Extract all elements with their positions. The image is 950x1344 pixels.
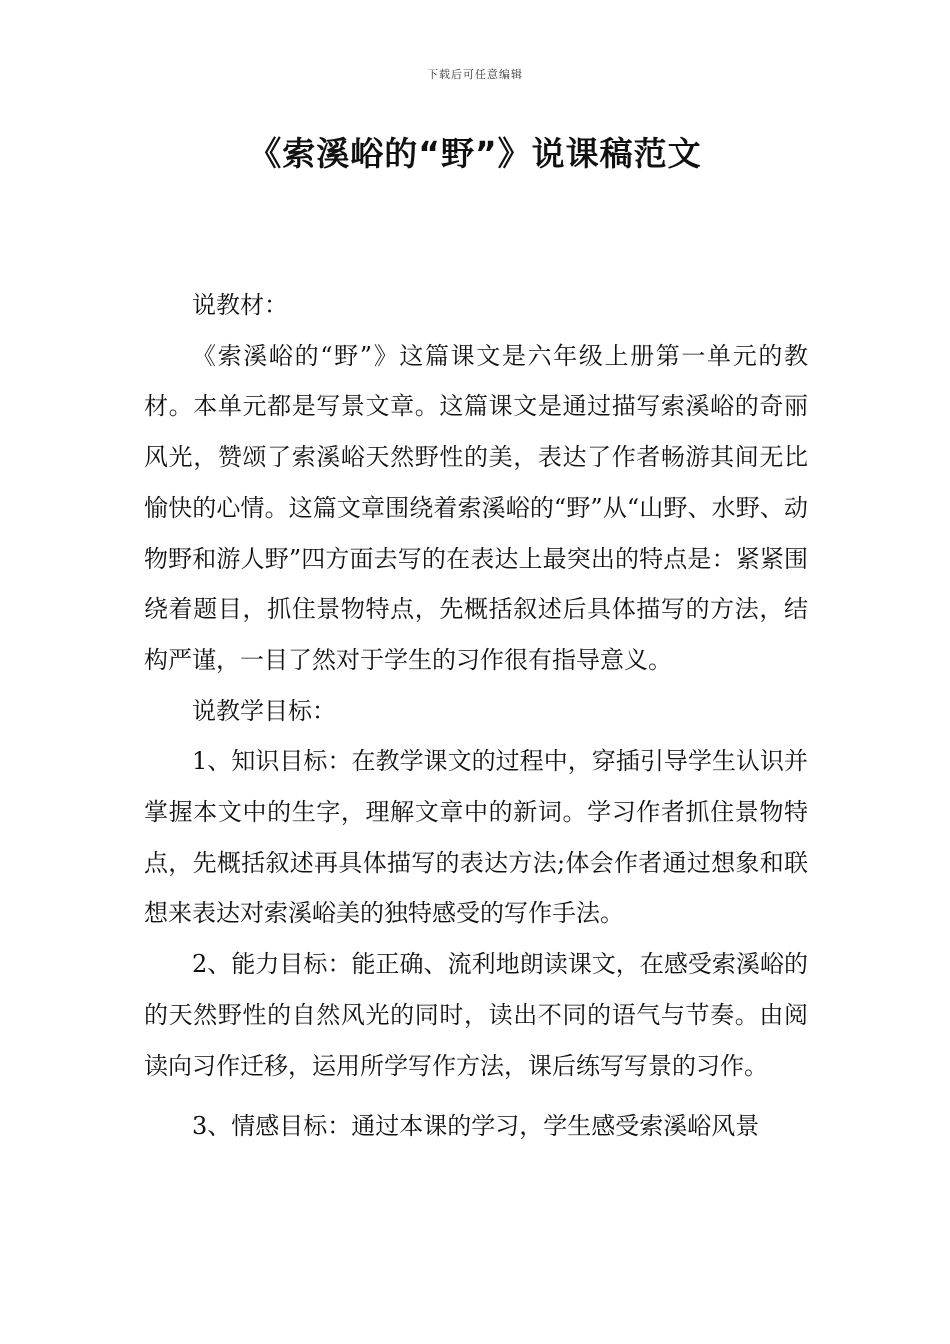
paragraph-knowledge-goal: 1、知识目标：在教学课文的过程中，穿插引导学生认识并掌握本文中的生字，理解文章中的新词。学习作者抓住景物特点，先概括叙述再具体描写的表达方法;体会作者通过想象和联想来表达对索溪峪美的独特感受的写作手法。 (144, 747, 808, 928)
section-heading-goals: 说教学目标： (192, 696, 336, 725)
section-heading-material: 说教材： (192, 291, 288, 319)
paragraph-emotion-goal: 3、情感目标：通过本课的学习，学生感受索溪峪风景 (192, 1112, 760, 1141)
paragraph-material: 《索溪峪的“野”》这篇课文是六年级上册第一单元的教材。本单元都是写景文章。这篇课文是通过描写索溪峪的奇丽风光，赞颂了索溪峪天然野性的美，表达了作者畅游其间无比愉快的心情。这篇文章围绕着索溪峪的“野”从“山野、水野、动物野和游人野”四方面去写的在表达上最突出的特点是：紧紧围绕着题目，抓住景物特点，先概括叙述后具体描写的方法，结构严谨，一目了然对于学生的习作很有指导意义。 (144, 341, 808, 674)
document-body (144, 280, 808, 1152)
header-note: 下载后可任意编辑 (427, 68, 523, 81)
paragraph-ability-goal: 2、能力目标：能正确、流利地朗读课文，在感受索溪峪的的天然野性的自然风光的同时，读出不同的语气与节奏。由阅读向习作迁移，运用所学写作方法，课后练写写景的习作。 (144, 950, 808, 1080)
document-title: 《索溪峪的“野”》说课稿范文 (248, 134, 702, 173)
